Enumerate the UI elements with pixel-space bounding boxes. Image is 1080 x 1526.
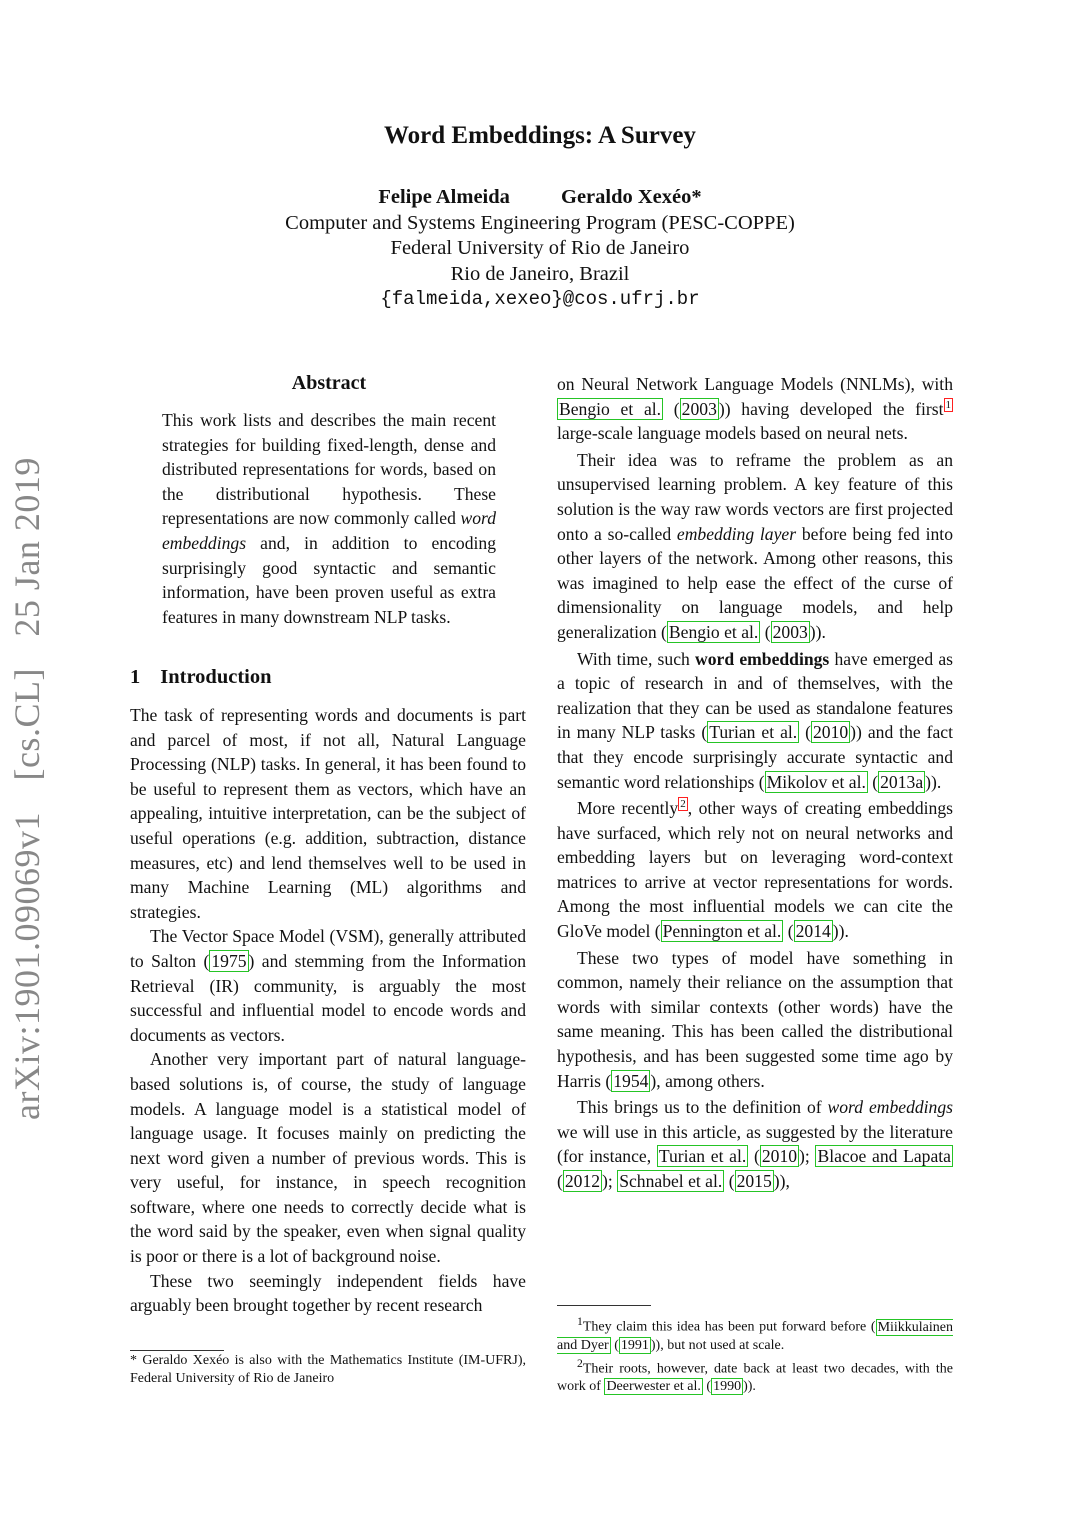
paper-title: Word Embeddings: A Survey: [384, 122, 696, 149]
intro-paragraph-2: The Vector Space Model (VSM), generally attributed to Salton ( 1975 ) and stemming from the Information Retrieval (IR) community, is arguably the most successful and influential model to encode words and documents as vectors.: [130, 926, 526, 1045]
citation-miikkulainen[interactable]: Miikkulainen and Dyer: [557, 1319, 953, 1353]
right-paragraph-5: These two types of model have something in common, namely their reliance on the assumption that words with similar contexts (other words) have the same meaning. This has been called the distributional hypothesis, and has been suggested some time ago by Harris ( 1954 ), among others.: [557, 947, 953, 1091]
abstract-heading: Abstract: [291, 372, 367, 394]
affiliation-university: Federal University of Rio de Janeiro: [390, 237, 690, 259]
arxiv-date: 25 Jan 2019: [7, 457, 47, 637]
right-column: [557, 372, 953, 1194]
citation-miikkulainen-year[interactable]: 1991: [620, 1337, 649, 1353]
citation-turian[interactable]: Turian et al.: [709, 722, 798, 743]
affiliation-program: Computer and Systems Engineering Program (PESC-COPPE): [285, 212, 795, 234]
citation-turian-2-year[interactable]: 2010: [761, 1146, 798, 1167]
citation-bengio-2[interactable]: Bengio et al.: [668, 621, 759, 642]
right-paragraph-3: With time, such word embeddings have emerged as a topic of research in and of themselves, with the realization that they can be used as standalone features in many NLP tasks ( Turian et al. ( 2010 )) and the fact that they encode surprisingly accurate syntactic and semantic word relationships ( Mikolov et al. ( 2013a )).: [557, 648, 953, 792]
arxiv-sidebar: [6, 440, 48, 1120]
citation-turian-year[interactable]: 2010: [812, 722, 849, 743]
author-email[interactable]: {falmeida,xexeo}@cos.ufrj.br: [380, 288, 700, 310]
footnote-ref-1[interactable]: 1: [945, 398, 951, 411]
citation-schnabel-year[interactable]: 2015: [736, 1171, 772, 1191]
citation-salton[interactable]: 1975: [211, 950, 247, 971]
citation-turian-2[interactable]: Turian et al.: [658, 1146, 747, 1167]
author-1: Felipe Almeida: [378, 186, 510, 208]
citation-blacoe[interactable]: Blacoe and Lapata: [817, 1146, 951, 1167]
right-paragraph-4: More recently $^2$ , other ways of creating embeddings have surfaced, which rely not on neural networks and embedding layers but on leveraging word-context matrices to arrive at vector representations for words. Among the most influential models we can cite the GloVe model ( Pennington et al. ( 2014 )).: [557, 798, 953, 942]
citation-bengio-2-year[interactable]: 2003: [772, 621, 808, 642]
citation-harris-year[interactable]: 1954: [613, 1070, 649, 1091]
citation-pennington[interactable]: Pennington et al.: [662, 921, 782, 942]
arxiv-id: arXiv:1901.09069v1: [7, 812, 47, 1120]
abstract-emphasis: word embeddings: [162, 508, 496, 553]
abstract-body: This work lists and describes the main recent strategies for building fixed-length, dense and distributed representations for words, based on the distributional hypothesis. These representations are now commonly called word embeddings and, in addition to encoding surprisingly good syntactic and semantic information, have been proven useful as extra features in many downstream NLP tasks.: [162, 410, 496, 627]
citation-deerwester[interactable]: Deerwester et al.: [606, 1379, 701, 1395]
footnote-affiliation: * Geraldo Xexéo is also with the Mathematics Institute (IM-UFRJ), Federal University of Rio de Janeiro: [130, 1353, 526, 1386]
citation-mikolov-year[interactable]: 2013a: [880, 771, 924, 792]
citation-mikolov[interactable]: Mikolov et al.: [766, 771, 866, 792]
author-2: Geraldo Xexéo*: [561, 186, 702, 208]
citation-schnabel[interactable]: Schnabel et al.: [619, 1171, 723, 1191]
citation-bengio[interactable]: Bengio et al.: [559, 398, 662, 419]
intro-paragraph-1: The task of representing words and documents is part and parcel of most, if not all, Natural Language Processing (NLP) tasks. In general, it has been found to be useful to represent them as vectors, which have an appealing, intuitive interpretation, can be the subject of useful operations (e.g. addition, subtraction, distance measures, etc) and lend themselves well to be used in many Machine Learning (ML) algorithms and strategies.: [130, 705, 526, 922]
intro-paragraph-3: Another very important part of natural language-based solutions is, of course, the study of language models. A language model is a statistical model of language usage. It focuses mainly on predicting the next word given a number of previous words. This is very useful, for instance, in speech recognition software, where one needs to correctly decide what is the word said by the speaker, even when signal quality is poor or there is a lot of background noise.: [130, 1049, 526, 1267]
citation-pennington-year[interactable]: 2014: [795, 921, 831, 942]
footnote-2: $^2$Their roots, however, date back at least two decades, with the work of Deerwester et al. ( 1990 )).: [557, 1356, 953, 1395]
footnotes-right: [557, 1313, 953, 1396]
footnote-1: $^1$They claim this idea has been put forward before ( Miikkulainen and Dyer ( 1991 )), but not used at scale.: [557, 1315, 953, 1353]
footnote-rule-left: [130, 1350, 224, 1351]
intro-paragraph-4: These two seemingly independent fields have arguably been brought together by recent research: [130, 1270, 526, 1316]
right-paragraph-2: Their idea was to reframe the problem as an unsupervised learning problem. A key feature of this solution is the way raw words vectors are first projected onto a so-called embedding layer before being fed into other layers of the network. Among other reasons, this was imagined to help ease the effect of the curse of dimensionality on language models, and help generalization ( Bengio et al. ( 2003 )).: [557, 449, 953, 642]
section-heading-introduction: 1 Introduction: [130, 666, 272, 688]
intro-column: [130, 703, 526, 1318]
citation-blacoe-year[interactable]: 2012: [564, 1171, 601, 1191]
citation-deerwester-year[interactable]: 1990: [713, 1379, 742, 1395]
footnote-rule-right: [557, 1305, 651, 1306]
footnote-ref-2[interactable]: 2: [680, 798, 686, 811]
author-list: [0, 186, 1080, 209]
arxiv-category: [cs.CL]: [7, 668, 47, 781]
right-paragraph-1: on Neural Network Language Models (NNLMs), with Bengio et al. ( 2003 )) having developed the first $^1$ large-scale language models based on neural nets.: [557, 374, 953, 444]
right-paragraph-6: This brings us to the definition of word embeddings we will use in this article, as suggested by the literature (for instance, Turian et al. ( 2010 ); Blacoe and Lapata ( 2012 ); Schnabel et al. ( 2015 )),: [557, 1097, 953, 1191]
affiliation-location: Rio de Janeiro, Brazil: [450, 263, 630, 285]
citation-bengio-year[interactable]: 2003: [681, 398, 717, 419]
